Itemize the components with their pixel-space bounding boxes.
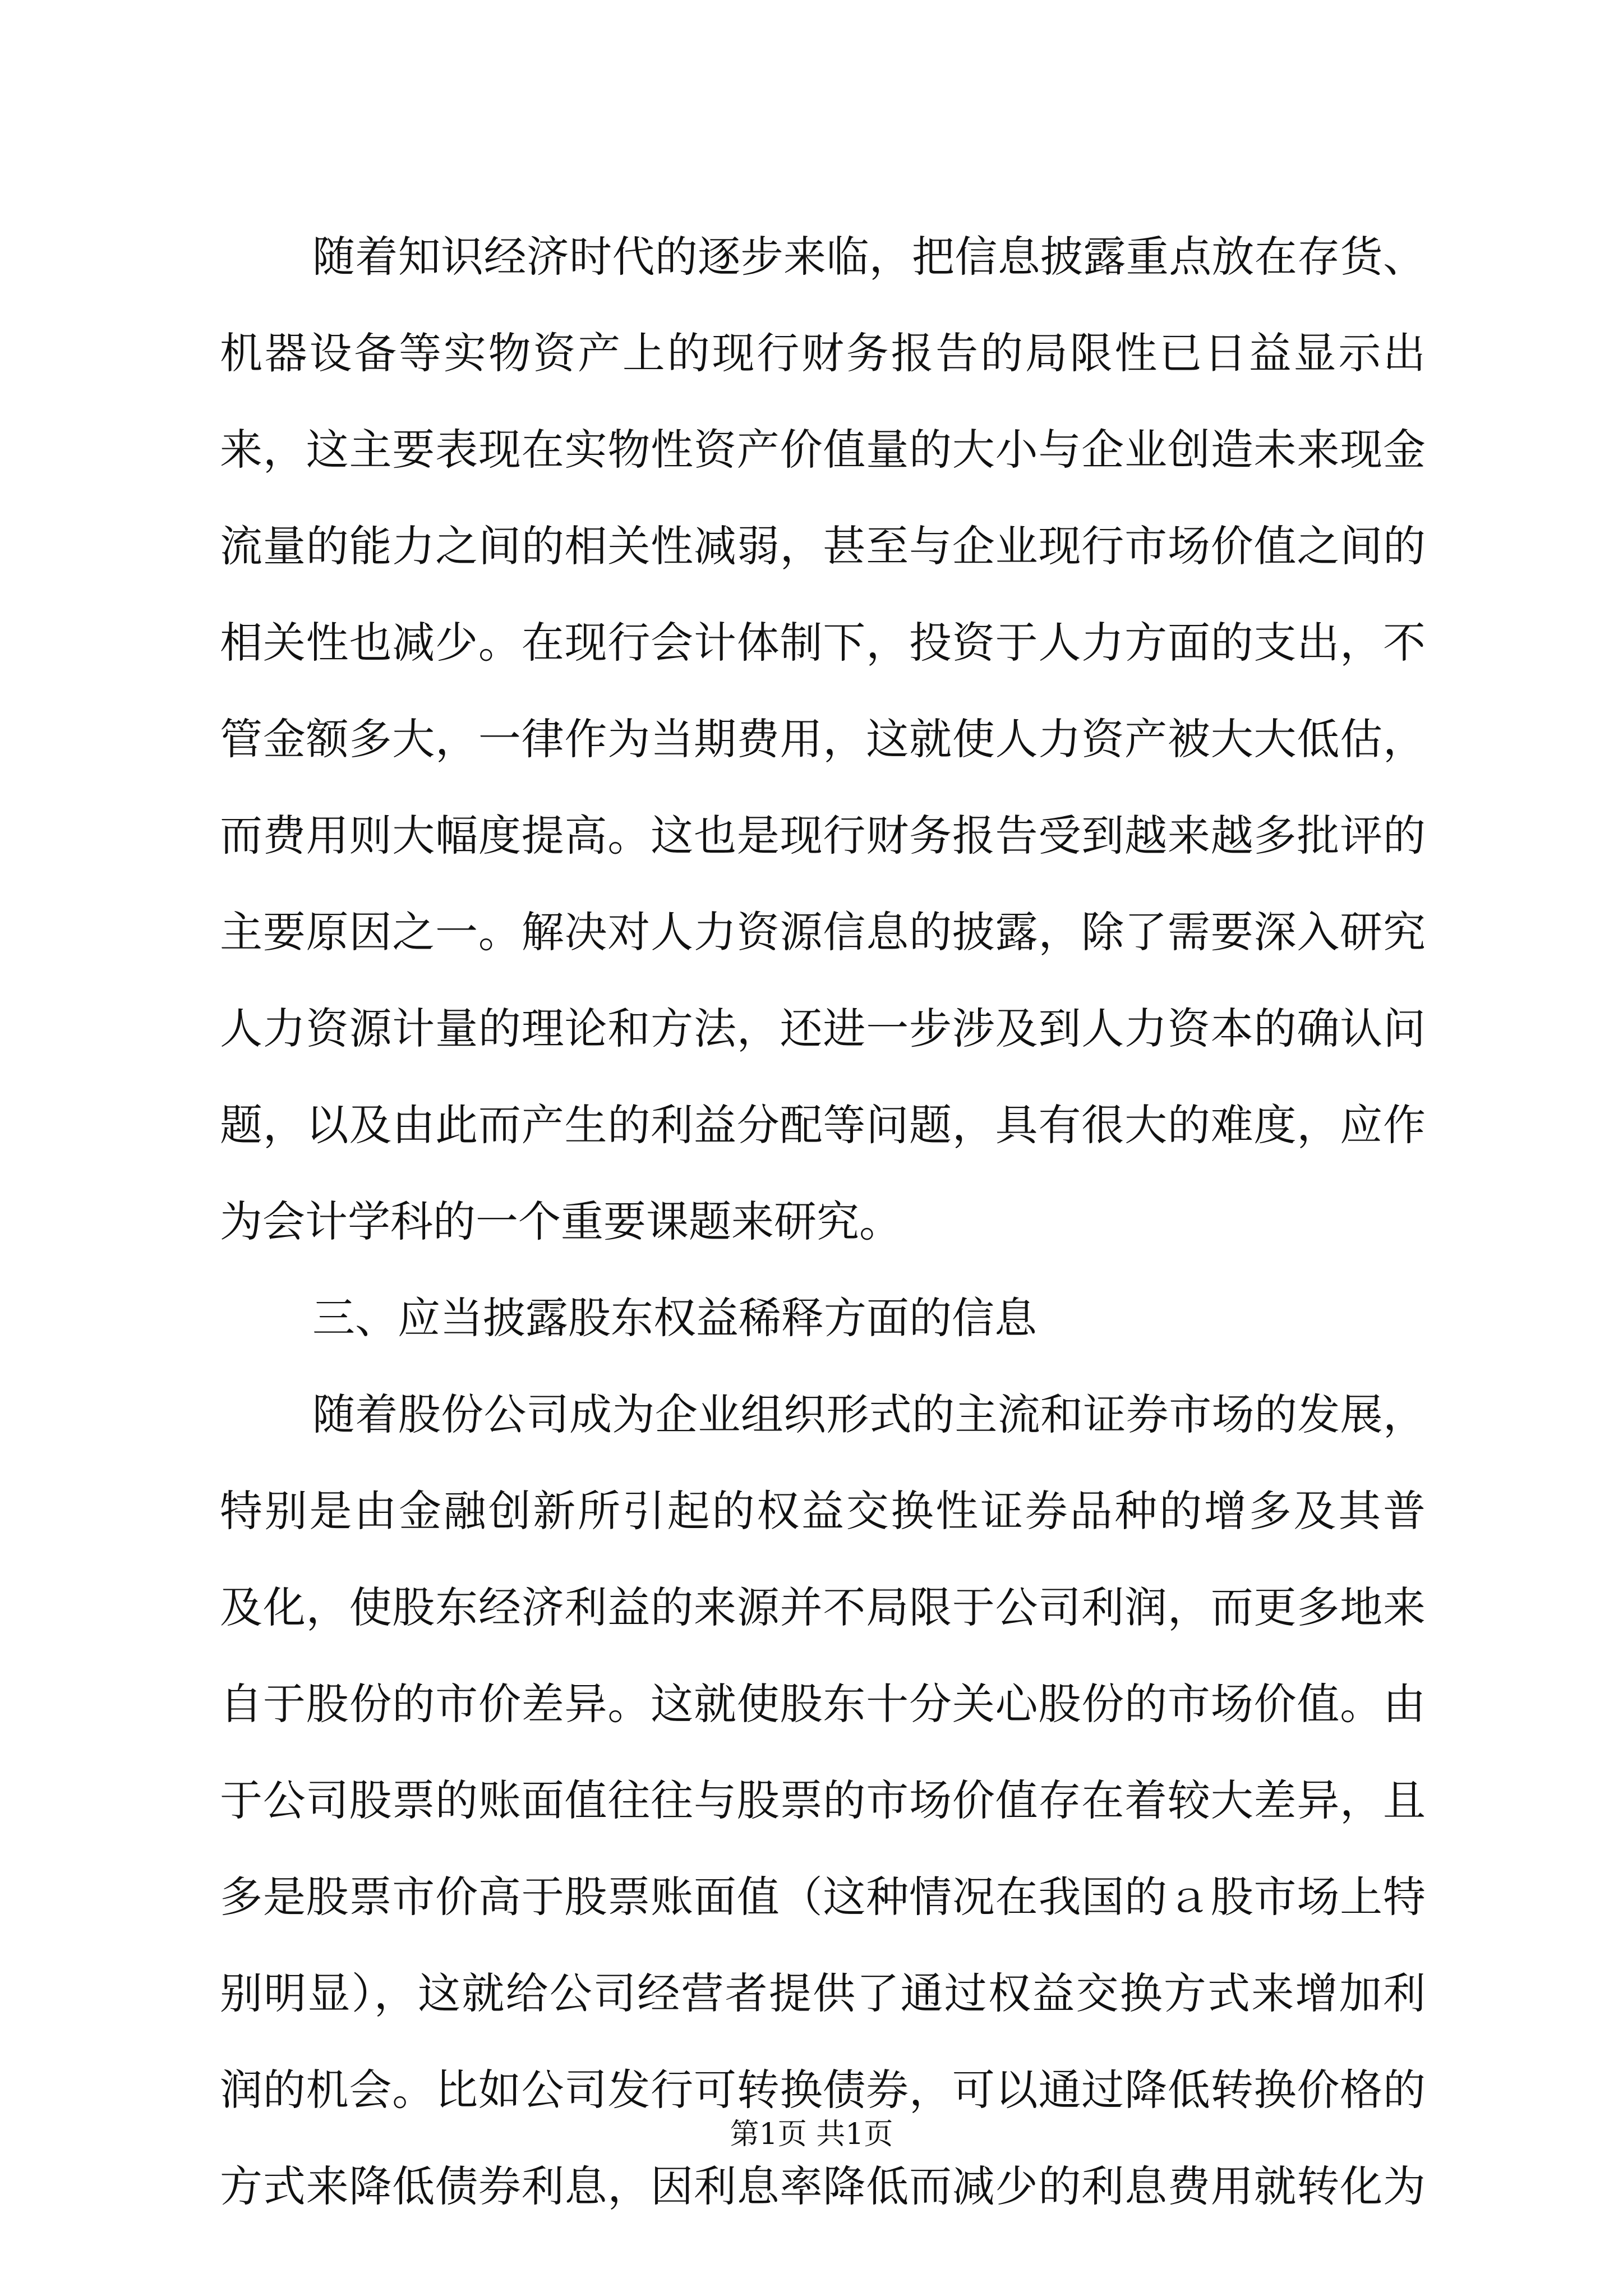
text-line: 方式来降低债券利息，因利息率降低而减少的利息费用就转化为 [220,2161,1426,2211]
text-line: 相关性也减少。在现行会计体制下，投资于人力方面的支出，不 [220,618,1426,668]
text-line: 自于股份的市价差异。这就使股东十分关心股份的市场价值。由 [220,1679,1426,1729]
paragraph-2 [220,1366,1426,2235]
text-line: 润的机会。比如公司发行可转换债券，可以通过降低转换价格的 [220,2065,1426,2115]
text-line: 多是股票市价高于股票账面值（这种情况在我国的ａ股市场上特 [220,1872,1426,1922]
text-line: 及化，使股东经济利益的来源并不局限于公司利润，而更多地来 [220,1582,1426,1632]
text-line: 于公司股票的账面值往往与股票的市场价值存在着较大差异，且 [220,1775,1426,1825]
text-line: 随着股份公司成为企业组织形式的主流和证券市场的发展， [312,1389,1426,1439]
text-line: 而费用则大幅度提高。这也是现行财务报告受到越来越多批评的 [220,811,1426,861]
text-line: 随着知识经济时代的逐步来临，把信息披露重点放在存货、 [312,232,1426,282]
document-body [220,209,1426,2235]
text-line: 来，这主要表现在实物性资产价值量的大小与企业创造未来现金 [220,425,1426,475]
text-line: 管金额多大，一律作为当期费用，这就使人力资产被大大低估， [220,714,1426,764]
page-footer [0,2115,1623,2154]
text-line: 特别是由金融创新所引起的权益交换性证券品种的增多及其普 [220,1486,1426,1536]
page-number-label: 第1页 共1页 [730,2118,893,2151]
text-line: 机器设备等实物资产上的现行财务报告的局限性已日益显示出 [220,328,1426,378]
section-heading: 三、应当披露股东权益稀释方面的信息 [312,1293,1037,1343]
text-line: 题，以及由此而产生的利益分配等问题，具有很大的难度，应作 [220,1100,1426,1150]
text-line: 流量的能力之间的相关性减弱，甚至与企业现行市场价值之间的 [220,521,1426,571]
text-line: 主要原因之一。解决对人力资源信息的披露，除了需要深入研究 [220,907,1426,957]
text-line: 别明显），这就给公司经营者提供了通过权益交换方式来增加利 [220,1968,1426,2018]
text-line: 为会计学科的一个重要课题来研究。 [220,1197,902,1246]
paragraph-1 [220,209,1426,1270]
text-line: 人力资源计量的理论和方法，还进一步涉及到人力资本的确认问 [220,1004,1426,1053]
